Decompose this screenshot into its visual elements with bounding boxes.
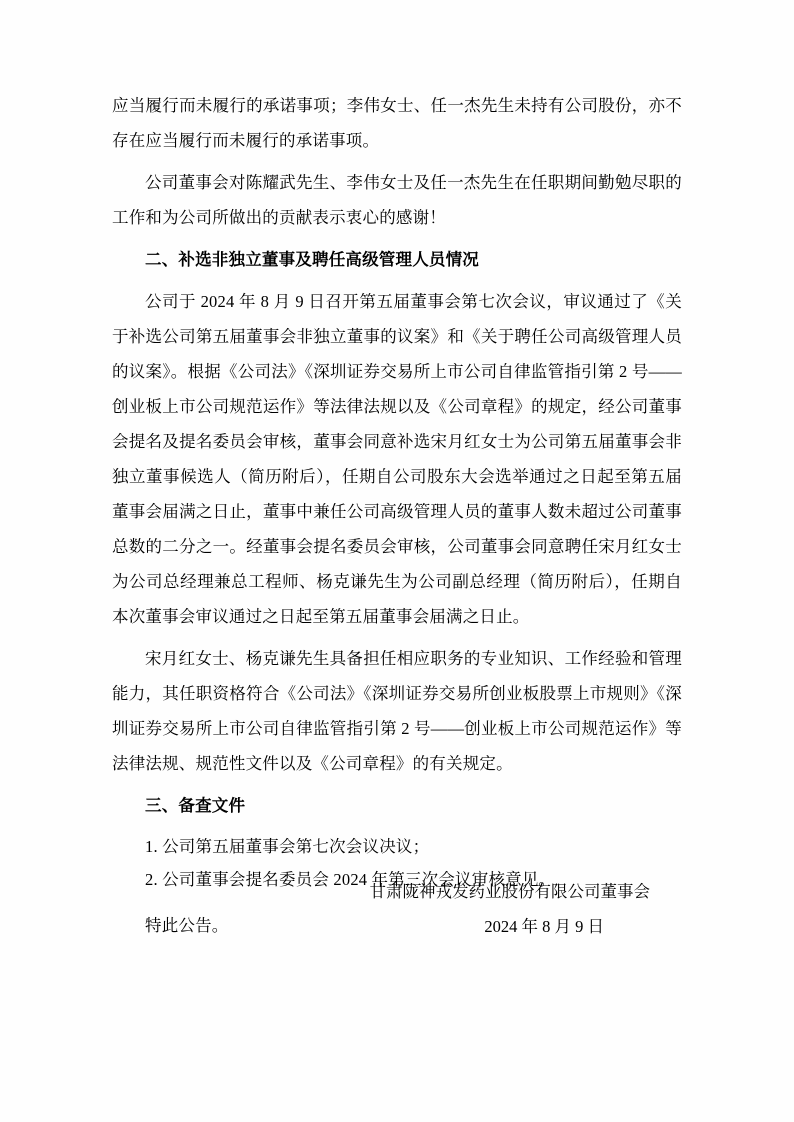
spacer [112, 277, 682, 284]
list-item: 1. 公司第五届董事会第七次会议决议； [145, 837, 430, 856]
paragraph-thanks: 公司董事会对陈耀武先生、李伟女士及任一杰先生在任职期间勤勉尽职的工作和为公司所做出的贡献表示衷心的感谢！ [112, 173, 682, 227]
section-two-paragraph-2: 宋月红女士、杨克谦先生具备担任相应职务的专业知识、工作经验和管理能力，其任职资格符合《公司法》《深圳证券交易所创业板股票上市规则》《深圳证券交易所上市公司自律监管指引第 2 号——创业板上市公司规范运作》等法律法规、规范性文件以及《公司章程》的有关规定。 [112, 649, 682, 773]
spacer [112, 823, 682, 830]
paragraph-continuation: 应当履行而未履行的承诺事项；李伟女士、任一杰先生未持有公司股份，亦不存在应当履行而未履行的承诺事项。 [112, 96, 682, 150]
spacer [112, 634, 682, 641]
signature-block [112, 874, 682, 944]
spacer [112, 781, 682, 788]
section-two-heading: 二、补选非独立董事及聘任高级管理人员情况 [145, 250, 479, 269]
document-body [112, 88, 682, 943]
section-three-heading: 三、备查文件 [145, 796, 246, 815]
spacer [112, 158, 682, 165]
spacer [112, 235, 682, 242]
signature-company: 甘肃陇神戎发药业股份有限公司董事会 [369, 882, 650, 901]
closing-statement: 特此公告。 [145, 916, 229, 935]
signature-date: 2024 年 8 月 9 日 [484, 917, 604, 936]
section-two-paragraph-1: 公司于 2024 年 8 月 9 日召开第五届董事会第七次会议，审议通过了《关于补选公司第五届董事会非独立董事的议案》和《关于聘任公司高级管理人员的议案》。根据《公司法》《深圳证券交易所上市公司自律监管指引第 2 号——创业板上市公司规范运作》等法律法规以及《公司章程》的规定，经公司董事会提名及提名委员会审核，董事会同意补选宋月红女士为公司第五届董事会非独立董事候选人（简历附后），任期自公司股东大会选举通过之日起至第五届董事会届满之日止，董事中兼任公司高级管理人员的董事人数未超过公司董事总数的二分之一。经董事会提名委员会审核，公司董事会同意聘任宋月红女士为公司总经理兼总工程师、杨克谦先生为公司副总经理（简历附后），任期自本次董事会审议通过之日起至第五届董事会届满之日止。 [112, 292, 682, 626]
list-item: 2. 公司董事会提名委员会 2024 年第三次会议审核意见。 [145, 870, 556, 889]
